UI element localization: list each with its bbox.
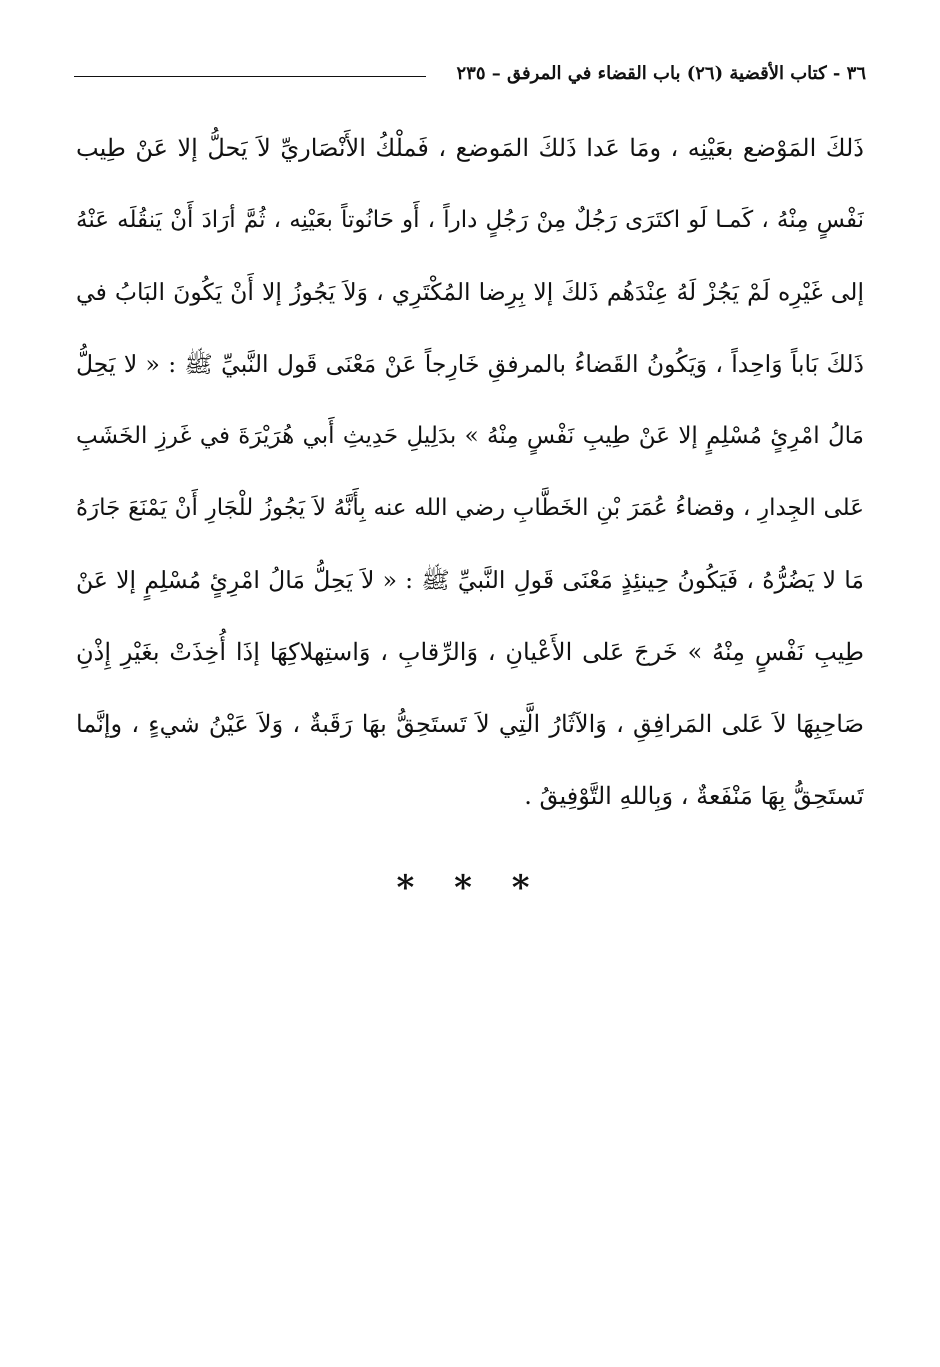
text-line: تَستَحِقُّ بِهَا مَنْفَعةٌ ، وَبِاللهِ التَّوْفِيقُ . xyxy=(524,782,864,810)
text-line: ذَلكَ بَاباً وَاحِداً ، وَيَكُونُ القَضاءُ بالمرفقِ خَارِجاً عَنْ مَعْنَى قَول النَّبيِّ ﷺ : « لا يَحِلُّ xyxy=(76,350,864,378)
body-text xyxy=(76,112,864,832)
header-rule xyxy=(74,76,426,77)
running-header-title: ٣٦ - كتاب الأقضية (٢٦) باب القضاء في المرفق – ٢٣٥ xyxy=(456,62,866,84)
text-line: مَا لا يَضُرُّهُ ، فَيَكُونُ حِينئِذٍ مَعْنَى قَولِ النَّبيِّ ﷺ : « لاَ يَحِلُّ مَالُ امْرِئٍ مُسْلِمٍ إلا عَنْ xyxy=(76,566,864,594)
text-line: نَفْسٍ مِنْهُ ، كَمـا لَو اكتَرَى رَجُلٌ مِنْ رَجُلٍ داراً ، أَو حَانُوتاً بعَيْنِه ، ثُمَّ أرَادَ أَنْ يَنقُلَه عَنْهُ xyxy=(76,207,864,233)
text-line: طِيبِ نَفْسٍ مِنْهُ » خَرجَ عَلى الأَعْيانِ ، وَالرِّقابِ ، وَاستِهلاكِهَا إذَا أُخِذَتْ بغَيْرِ إِذْنِ xyxy=(76,638,864,666)
text-line: ذَلكَ المَوْضع بعَيْنِه ، ومَا عَدا ذَلكَ المَوضع ، فَملْكُ الأَنْصَاريِّ لاَ يَحلُّ إلا عَنْ طِيب xyxy=(76,134,864,162)
running-header xyxy=(74,58,866,88)
text-line: صَاحِبِهَا لاَ عَلى المَرافِقِ ، وَالآثَارُ الَّتِي لاَ تَستَحِقُّ بهَا رَقَبةٌ ، وَلاَ عَيْنُ شيءٍ ، وإنَّما xyxy=(76,710,864,738)
text-line: إلى غَيْرِه لَمْ يَجُزْ لَهُ عِنْدَهُم ذَلكَ إلا بِرِضا المُكْتَرِي ، وَلاَ يَجُوزُ إلا أَنْ يَكُونَ البَابُ في xyxy=(76,278,864,306)
text-line: عَلى الجِدارِ ، وقضاءُ عُمَرَ بْنِ الخَطَّابِ رضي الله عنه بِأَنَّهُ لاَ يَجُوزُ للْجَارِ أَنْ يَمْنَعَ جَارَهُ xyxy=(76,495,864,521)
text-line: مَالُ امْرِئٍ مُسْلِمٍ إلا عَنْ طِيبِ نَفْسٍ مِنْهُ » بدَلِيلِ حَدِيثِ أَبي هُرَيْرَةَ في غَرزِ الخَشَبِ xyxy=(76,423,864,449)
section-separator: * * * xyxy=(396,868,544,908)
